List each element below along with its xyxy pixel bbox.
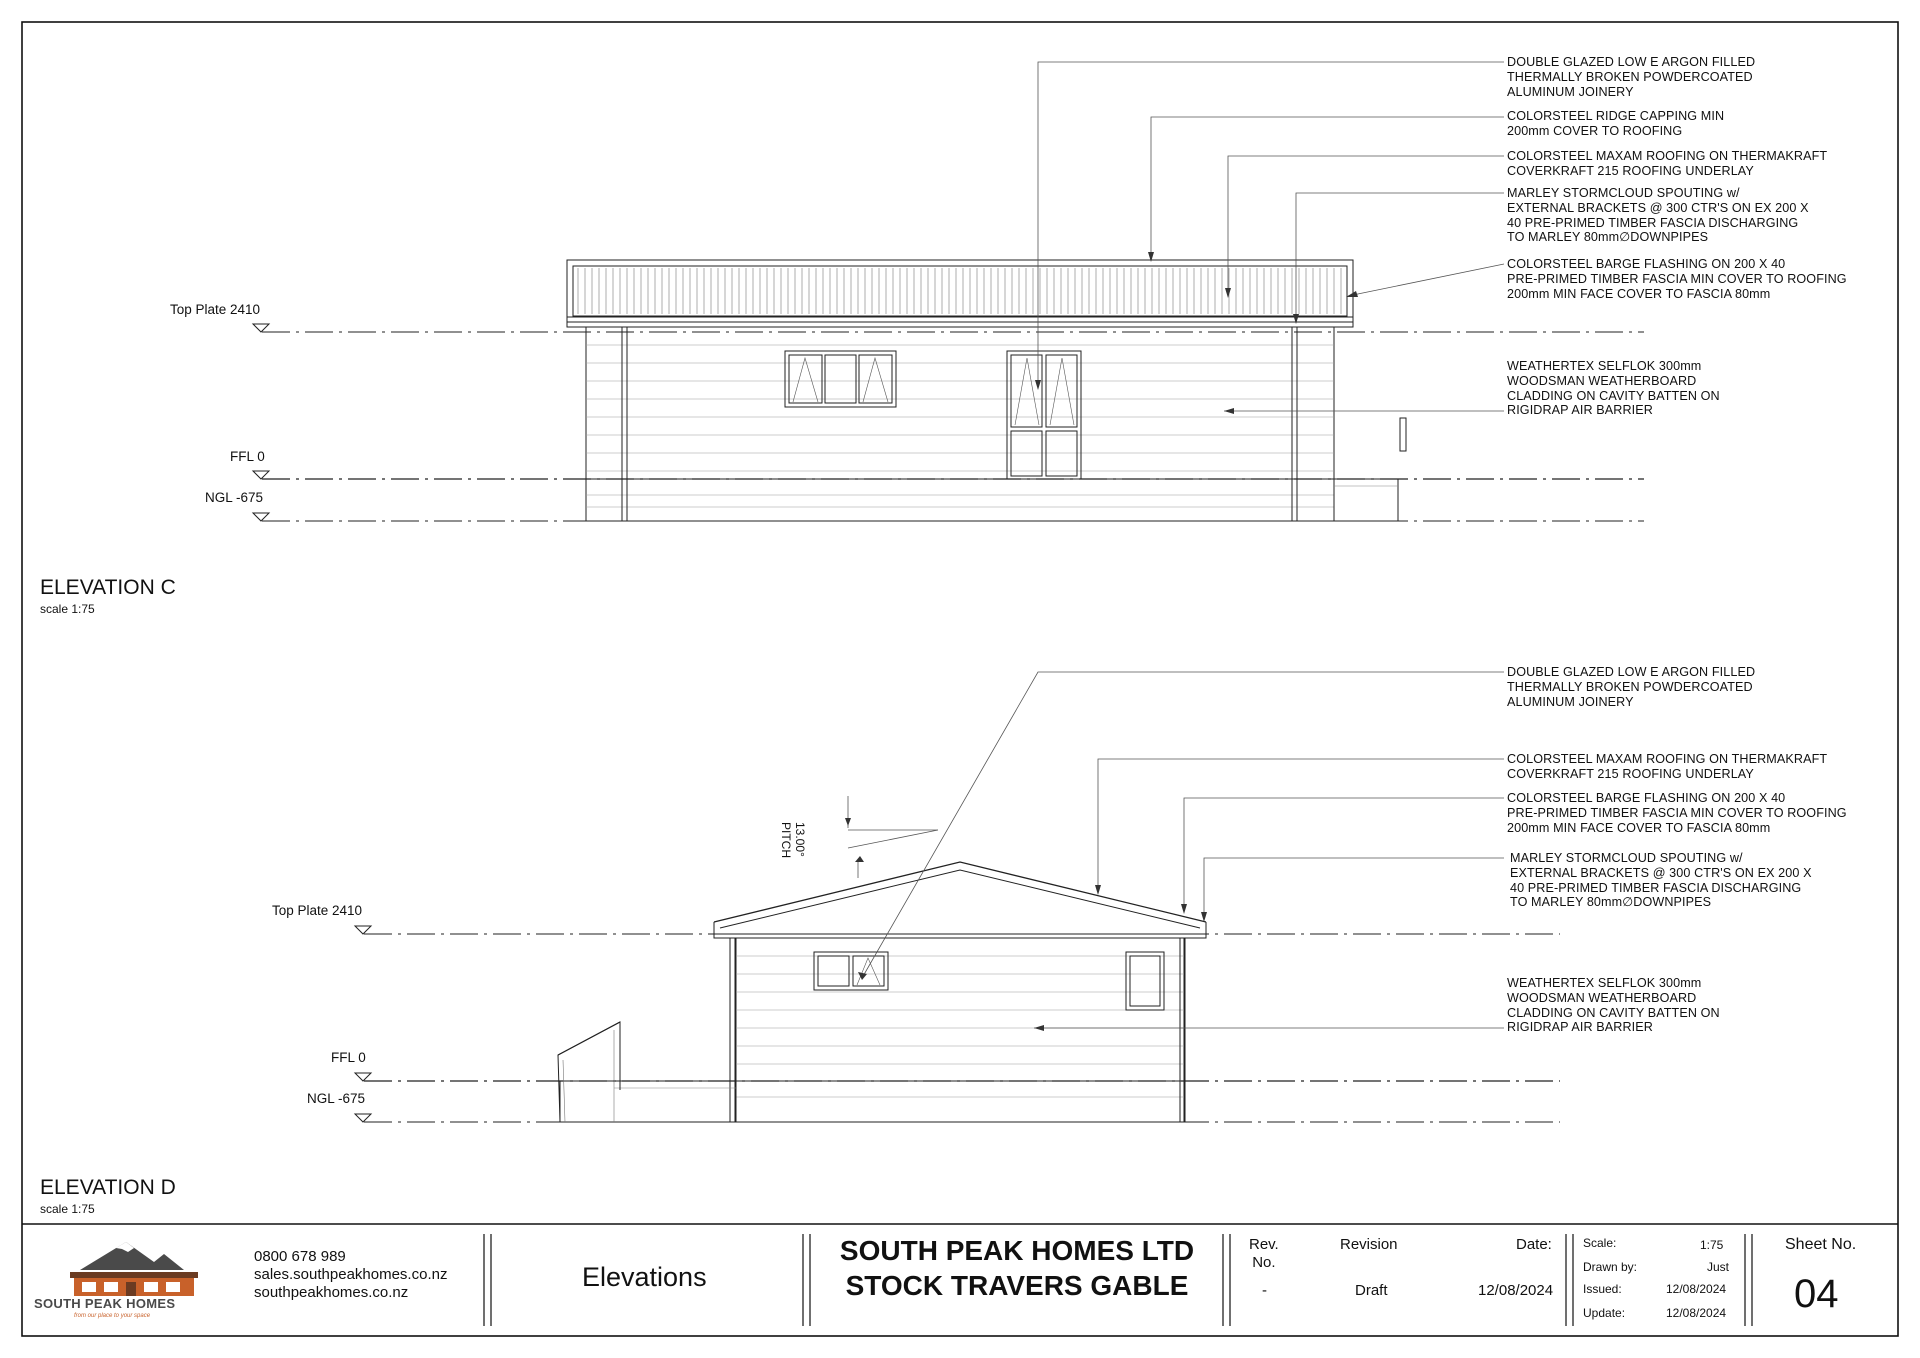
leader-arrows-d bbox=[858, 885, 1207, 1031]
drawn-by-label: Drawn by: bbox=[1583, 1260, 1638, 1274]
level-label-top-plate-c: Top Plate 2410 bbox=[170, 302, 261, 317]
subfloor bbox=[586, 479, 1334, 521]
level-marker-ngl bbox=[253, 513, 269, 521]
elevation-d-scale: scale 1:75 bbox=[40, 1202, 95, 1216]
subfloor-d bbox=[736, 1081, 1184, 1122]
downpipe-d-left bbox=[730, 938, 735, 1122]
level-label-top-plate-d: Top Plate 2410 bbox=[272, 903, 363, 918]
level-marker-ngl bbox=[355, 1114, 371, 1122]
level-label-ffl-d: FFL 0 bbox=[331, 1050, 366, 1065]
scale-label: Scale: bbox=[1583, 1236, 1617, 1250]
wall-outline bbox=[586, 327, 1334, 479]
elevation-c-title: ELEVATION C bbox=[40, 576, 176, 599]
pitch-annotation: 13.00° PITCH bbox=[779, 822, 807, 858]
leader-arrows-c bbox=[1035, 252, 1358, 414]
update-value: 12/08/2024 bbox=[1666, 1306, 1727, 1320]
window-d-right bbox=[1126, 952, 1164, 1010]
logo-graphic bbox=[70, 1242, 198, 1296]
drawn-by-value: Just bbox=[1707, 1260, 1730, 1274]
gable-roof-inner bbox=[720, 870, 1200, 928]
note-c-spouting: MARLEY STORMCLOUD SPOUTING w/ EXTERNAL BRACKETS @ 300 CTR'S ON EX 200 X 40 PRE-PRIMED TIMBER FASCIA DISCHARGING TO MARLEY 80mm∅DOWNPIPES bbox=[1507, 186, 1809, 245]
level-label-ngl-d: NGL -675 bbox=[307, 1091, 366, 1106]
barge-left bbox=[714, 922, 736, 938]
revision-value: Draft bbox=[1355, 1282, 1388, 1299]
cladding-lines bbox=[586, 345, 1334, 471]
rev-no-label: Rev. No. bbox=[1249, 1236, 1279, 1271]
note-c-cladding: WEATHERTEX SELFLOK 300mm WOODSMAN WEATHERBOARD CLADDING ON CAVITY BATTEN ON RIGIDRAP AIR BARRIER bbox=[1507, 359, 1720, 418]
level-marker-ffl bbox=[253, 471, 269, 479]
date-value: 12/08/2024 bbox=[1478, 1282, 1554, 1299]
downpipe-right bbox=[1292, 327, 1297, 521]
note-d-spouting: MARLEY STORMCLOUD SPOUTING w/ EXTERNAL BRACKETS @ 300 CTR'S ON EX 200 X 40 PRE-PRIMED TIMBER FASCIA DISCHARGING TO MARLEY 80mm∅DOWNPIPES bbox=[1510, 851, 1812, 910]
sheet-no-value: 04 bbox=[1794, 1272, 1839, 1316]
roof-inner bbox=[573, 266, 1347, 316]
note-c-joinery: DOUBLE GLAZED LOW E ARGON FILLED THERMALLY BROKEN POWDERCOATED ALUMINUM JOINERY bbox=[1507, 55, 1756, 99]
roof-profile bbox=[567, 260, 1353, 322]
logo-company-name: SOUTH PEAK HOMES bbox=[34, 1296, 176, 1311]
meter-box bbox=[1400, 418, 1406, 451]
note-d-joinery: DOUBLE GLAZED LOW E ARGON FILLED THERMALLY BROKEN POWDERCOATED ALUMINUM JOINERY bbox=[1507, 665, 1756, 709]
gable-roof-outer bbox=[714, 862, 1206, 922]
level-marker-top-plate bbox=[355, 926, 371, 934]
side-deck bbox=[1334, 479, 1398, 521]
level-marker-ffl bbox=[355, 1073, 371, 1081]
revision-label: Revision bbox=[1340, 1236, 1398, 1253]
wall-outline-d bbox=[736, 938, 1184, 1081]
level-label-ngl-c: NGL -675 bbox=[205, 490, 264, 505]
elevation-c-drawing bbox=[253, 62, 1644, 521]
window-d-left bbox=[814, 952, 888, 990]
leader-lines-d bbox=[862, 672, 1504, 1028]
scale-value: 1:75 bbox=[1700, 1238, 1724, 1252]
note-c-barge: COLORSTEEL BARGE FLASHING ON 200 X 40 PRE-PRIMED TIMBER FASCIA MIN COVER TO ROOFING 200mm MIN FACE COVER TO FASCIA 80mm bbox=[1507, 257, 1847, 301]
window-c bbox=[785, 351, 896, 407]
contact-block bbox=[254, 1248, 447, 1302]
door-c bbox=[1007, 351, 1081, 479]
contact-website: southpeakhomes.co.nz bbox=[254, 1284, 409, 1301]
handrail bbox=[558, 1022, 620, 1122]
deck-d bbox=[560, 1081, 736, 1122]
contact-email: sales.southpeakhomes.co.nz bbox=[254, 1266, 448, 1283]
issued-label: Issued: bbox=[1583, 1282, 1622, 1296]
elevation-d-drawing bbox=[355, 672, 1560, 1122]
level-marker-top-plate bbox=[253, 324, 269, 332]
cladding-lines-d bbox=[736, 956, 1184, 1064]
update-label: Update: bbox=[1583, 1306, 1626, 1320]
rev-no-value: - bbox=[1262, 1282, 1267, 1299]
contact-phone: 0800 678 989 bbox=[254, 1248, 346, 1265]
downpipe-left bbox=[622, 327, 627, 521]
elevation-c-scale: scale 1:75 bbox=[40, 602, 95, 616]
issued-value: 12/08/2024 bbox=[1666, 1282, 1727, 1296]
sheet-title: Elevations bbox=[582, 1262, 707, 1292]
barge-right bbox=[1184, 922, 1206, 938]
note-d-roofing: COLORSTEEL MAXAM ROOFING ON THERMAKRAFT COVERKRAFT 215 ROOFING UNDERLAY bbox=[1507, 752, 1828, 781]
elevation-d-title: ELEVATION D bbox=[40, 1176, 176, 1199]
sheet-no-label: Sheet No. bbox=[1785, 1236, 1857, 1253]
level-label-ffl-c: FFL 0 bbox=[230, 449, 265, 464]
logo-tagline: from our place to your space bbox=[74, 1313, 151, 1319]
note-c-roofing: COLORSTEEL MAXAM ROOFING ON THERMAKRAFT COVERKRAFT 215 ROOFING UNDERLAY bbox=[1507, 149, 1828, 178]
date-label: Date: bbox=[1516, 1236, 1552, 1253]
note-c-ridge: COLORSTEEL RIDGE CAPPING MIN 200mm COVER TO ROOFING bbox=[1507, 109, 1725, 138]
note-d-cladding: WEATHERTEX SELFLOK 300mm WOODSMAN WEATHERBOARD CLADDING ON CAVITY BATTEN ON RIGIDRAP AIR BARRIER bbox=[1507, 976, 1720, 1035]
project-title: SOUTH PEAK HOMES LTD STOCK TRAVERS GABLE bbox=[839, 1235, 1195, 1301]
note-d-barge: COLORSTEEL BARGE FLASHING ON 200 X 40 PRE-PRIMED TIMBER FASCIA MIN COVER TO ROOFING 200mm MIN FACE COVER TO FASCIA 80mm bbox=[1507, 791, 1847, 835]
leader-lines-c bbox=[1038, 62, 1504, 411]
